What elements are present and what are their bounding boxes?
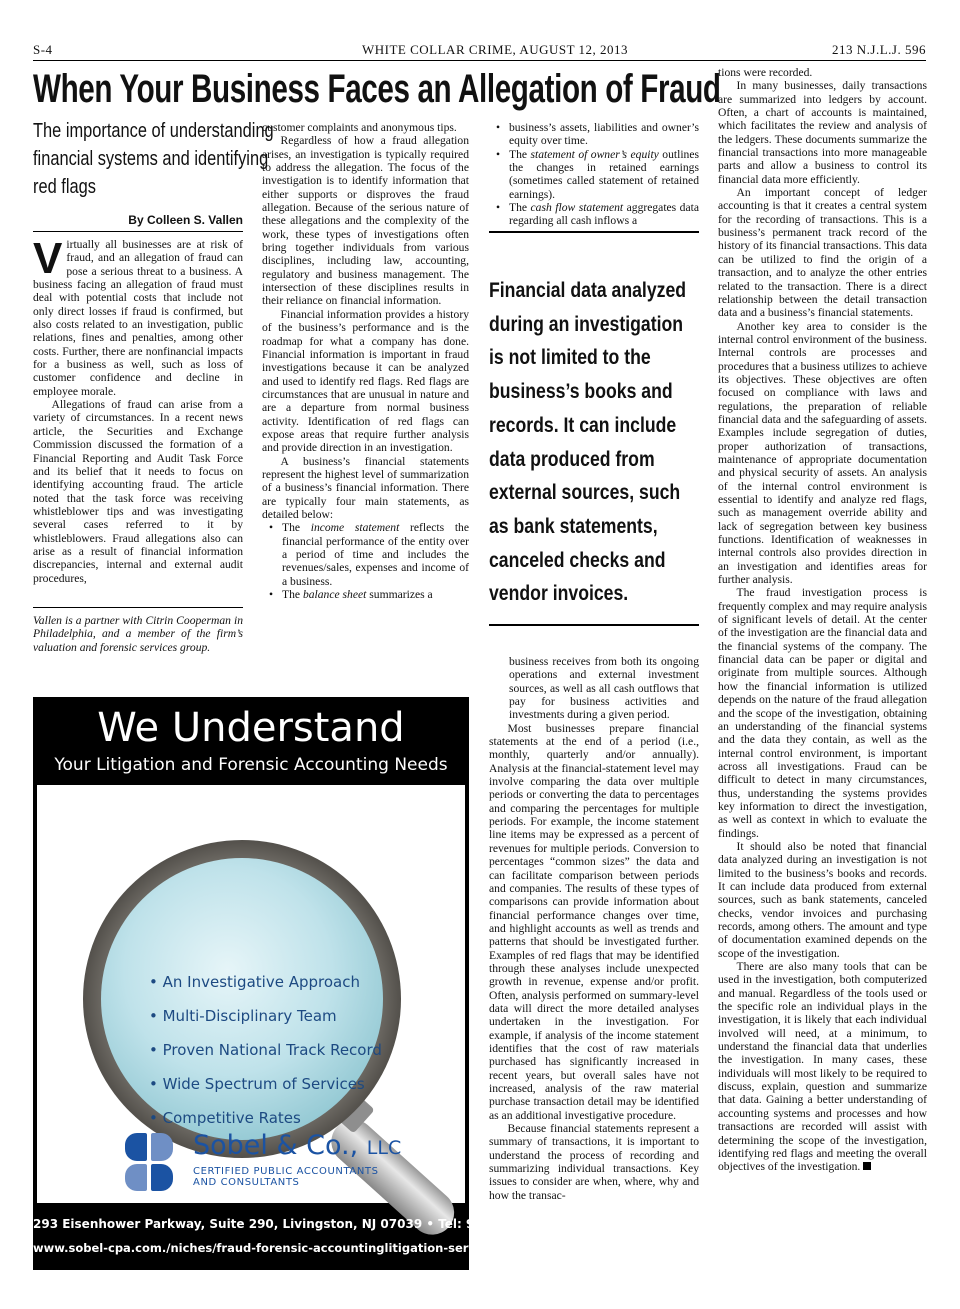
paragraph: business receives from both its ongoing operations and external investment sources, as well as all cash outflows that pay for business activities and investments during a given period. <box>509 655 699 722</box>
list-item: • The balance sheet summarizes a <box>282 588 469 601</box>
paragraph: customer complaints and anonymous tips. <box>262 121 457 134</box>
column-1 <box>33 234 243 585</box>
ad-subtitle: Your Litigation and Forensic Accounting Needs <box>54 755 448 775</box>
list-item: • The cash flow statement aggregates data regarding all cash inflows a <box>509 201 699 228</box>
page-number: S-4 <box>33 42 53 57</box>
sobel-logo-icon <box>125 1133 175 1191</box>
column-2 <box>262 121 469 601</box>
bio-rule <box>33 607 243 608</box>
column-3-bottom <box>489 655 699 1202</box>
deck-line: red flags <box>33 176 96 198</box>
article-deck <box>33 117 274 201</box>
end-mark <box>863 1162 871 1170</box>
list-item-continued: • business’s assets, liabilities and owner’s equity over time. <box>509 121 699 148</box>
pullquote-rule-top <box>489 231 699 233</box>
paragraph: Another key area to consider is the internal control environment of the business. Internal controls are processes and procedures that a business utilizes to achieve its objectives. These objectives are often focused on compliance with laws and regulations, the preparation of reliable financial data and the safeguarding of assets. Examples include segregation of duties, proper authorization of transactions, maintenance of appropriate documentation and physical security of assets. An analysis of the internal control environment is essential to identify and analyze red flags, such as management override ability and lack of segregation between key business functions. Identification of weaknesses in internal controls also provides direction in an investigation and identifies areas for further analysis. <box>718 319 927 587</box>
author-bio: Vallen is a partner with Citrin Cooperman in Philadelphia, and a member of the firm’s valuation and forensic services group. <box>33 614 243 654</box>
byline: By Colleen S. Vallen <box>128 213 243 227</box>
ad-bullet: • An Investigative Approach <box>149 973 360 991</box>
paragraph: In many businesses, daily transactions are summarized into ledgers by account. Often, a chart of accounts is maintained, which facilitates the review and analysis of the ledgers. These documents summarize the financial transactions into more manageable parts and allow a business to control its financial data more efficiently. <box>718 79 927 186</box>
ad-contact: 293 Eisenhower Parkway, Suite 290, Livingston, NJ 07039 • Tel: 973-994-9494 <box>33 1217 560 1231</box>
magnifier-photo <box>37 785 465 1203</box>
logo-tagline: CERTIFIED PUBLIC ACCOUNTANTS AND CONSULTANTS <box>193 1166 379 1188</box>
statement-list <box>262 521 469 601</box>
column-3-top <box>489 121 699 228</box>
paragraph: It should also be noted that financial data analyzed during an investigation is not limited to the business’s books and records. It can include data produced from external sources, such as bank statements, canceled checks, vendor invoices and purchasing records, among others. The amount and type of documentation examined depends on the scope of the investigation. <box>718 839 927 960</box>
ad-bullet-list <box>149 965 382 1135</box>
paragraph: An important concept of ledger accounting is that it creates a central system for the recording of transactions. This is a business’s permanent track record of the history of its financial transactions. This data can be utilized to find the origin of a transaction, and to analyze the other entries related to the transaction. There is a direct relationship between the detail transaction data and a business’s financial statements. <box>718 186 927 320</box>
logo-name: Sobel & Co., LLC <box>193 1130 402 1161</box>
paragraph: There are also many tools that can be used in the investigation, both computerized and manual. Regardless of the tools used or the specific role an individual plays in the investigation, it is likely that each individual involved will need, at a minimum, to understand the financial data that underlies the investigation. In many cases, these individuals will most likely to be required to discuss, explain, question and summarize that data. Gaining a better understanding of accounting systems and processes and how transactions are recorded will assist with determining the scope of the investigation, identifying red flags and meeting the overall objectives of the investigation. <box>718 960 927 1174</box>
pull-quote: Financial data analyzed during an investigation is not limited to the business’s books and records. It can include data produced from external sources, such as bank statements, canceled checks and vendor invoices. <box>489 279 687 606</box>
paragraph: Virtually all businesses are at risk of fraud, and an allegation of fraud can pose a serious threat to a business. A business facing an allegation of fraud must deal with potential costs that include not only direct losses if fraud is confirmed, but also costs related to an investigation, public relations, fines and penalties, among other costs. Further, there are nonfinancial impacts for a business as well, such as loss of customer confidence and decline in employee morale. <box>33 234 243 398</box>
paragraph: The fraud investigation process is frequently complex and may require analysis of significant levels of detail. At the center of the investigation are the financial data and the financial systems of the company. The financial data can be paper or digital and originate from multiple sources. Although how the financial information is utilized depends on the nature of the fraud allegation and the scope of the investigation, obtaining an understanding of the financial systems and the data they contain, as well as the internal control environment, is important across all investigations. Fraud can be difficult to detect in many circumstances, thus, understanding the systems provides key information to direct the investigation, as well as context in which to evaluate the findings. <box>718 586 927 840</box>
header-rule <box>33 60 926 61</box>
citation: 213 N.J.L.J. 596 <box>832 42 926 57</box>
list-item: • The income statement reflects the financial performance of the entity over a period of time and includes the revenues/sales, expenses and income of a business. <box>282 521 469 588</box>
ad-bullet: • Proven National Track Record <box>149 1041 382 1059</box>
list-item: • The statement of owner’s equity outlines the changes in retained earnings (sometimes called statement of retained earnings). <box>509 148 699 201</box>
paragraph: Regardless of how a fraud allegation arises, an investigation is typically required to address the allegation. The focus of the investigation is to identify information that either supports or disproves the fraud allegation. Because of the serious nature of these allegations and the complexity of the work, these types of investigations often bring together individuals from various disciplines, including law, accounting, regulatory and business management. The intersection of these disciplines results in their reliance on financial information. <box>262 134 469 308</box>
paragraph: A business’s financial statements represent the highest level of summarization of a business’s financial information. There are typically four main statements, as detailed below: <box>262 454 469 521</box>
column-4 <box>718 66 927 1174</box>
ad-bullet: • Multi-Disciplinary Team <box>149 1007 337 1025</box>
drop-cap: V <box>33 234 63 283</box>
article-headline: When Your Business Faces an Allegation of Fraud <box>33 67 721 111</box>
paragraph: Allegations of fraud can arise from a variety of circumstances. In a recent news article, the Securities and Exchange Commission discussed the formation of a Financial Reporting and Audit Task Force and its belief that it needs to focus on identifying accounting fraud. The article noted that the task force was receiving whistleblower tips and was investigating several cases referred to it by whistleblowers. Fraud allegations also can arise as a result of financial information discrepancies, internal and external audit procedures, <box>33 398 243 585</box>
advertisement <box>33 697 560 1270</box>
paragraph: tions were recorded. <box>718 66 813 79</box>
statement-list <box>489 121 699 228</box>
ad-title: We Understand <box>97 705 405 751</box>
ad-bullet: • Competitive Rates <box>149 1109 301 1127</box>
deck-line: financial systems and identifying <box>33 148 269 170</box>
section-title: WHITE COLLAR CRIME, AUGUST 12, 2013 <box>362 42 629 57</box>
paragraph: Most businesses prepare financial statements at the end of a period (i.e., monthly, quarterly and/or annually). Analysis at the financial-statement level may involve comparing the data over multiple periods or converting the data to percentages and comparing the percentages for multiple periods. For example, the income statement line items may be expressed as a percent of revenues for multiple periods. Conversion to percentages “common sizes” the data and can facilitate comparison between periods and companies. The results of these types of comparisons can provide information about financial performance changes over time, and highlight accounts as well as trends and patterns that should be investigated further. Examples of red flags that may be identified through these analyses include unexpected growth in revenue, expense and/or profit. Often, analysis performed on summary-level data will direct the more detailed analyses undertaken in the investigation. For example, if analysis of the income statement identifies that the cost of raw materials purchased has significantly increased in recent years, but overall sales have not increased, analysis of the raw material purchase transaction detail may be identified as an additional investigative procedure. <box>489 721 699 1122</box>
byline-rule <box>33 231 243 232</box>
pullquote-rule-bottom <box>489 624 699 626</box>
paragraph: Because financial statements represent a summary of transactions, it is important to understand the process of recording and summarizing individual transactions. Key issues to consider are when, where, why and how the transac- <box>489 1122 699 1202</box>
deck-line: The importance of understanding <box>33 120 274 142</box>
ad-bullet: • Wide Spectrum of Services <box>149 1075 365 1093</box>
paragraph: Financial information provides a history of the business’s performance and is the roadmap for what a company has done. Financial information is important in fraud investigations because it can be analyzed and used to identify red flags. Red flags are circumstances that are unusual in nature and are a departure from normal business activity. Identification of red flags can expose areas that require further analysis and provide direction in an investigation. <box>262 307 469 455</box>
ad-url[interactable]: www.sobel-cpa.com./niches/fraud-forensic-accountinglitigation-services <box>33 1241 502 1255</box>
